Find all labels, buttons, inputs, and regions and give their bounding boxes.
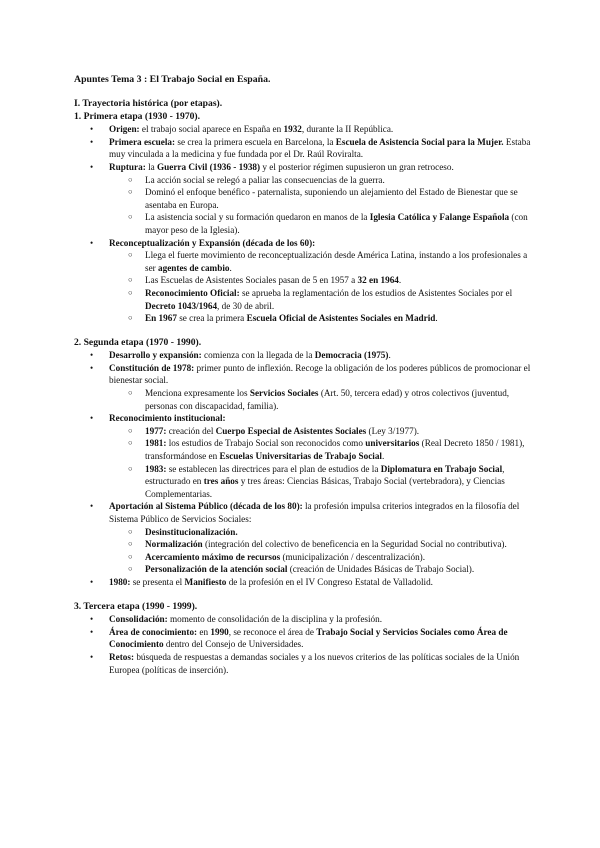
text: comienza con la llegada de la <box>201 350 315 361</box>
text: momento de consolidación de la disciplina y la profesión. <box>167 614 383 625</box>
text: (integración del colectivo de beneficencia en la Seguridad Social no contributiva). <box>202 539 507 550</box>
bold-text: 1983: <box>145 463 167 474</box>
text: creación del <box>166 425 216 436</box>
bold-text: Primera escuela: <box>109 136 176 147</box>
bold-text: Escuelas Universitarias de Trabajo Social <box>219 451 382 462</box>
stage-heading: 1. Primera etapa (1930 - 1970). <box>74 110 201 122</box>
bold-text: Desarrollo y expansión: <box>109 350 202 361</box>
document-title: Apuntes Tema 3 : El Trabajo Social en España. <box>74 74 271 85</box>
list-item <box>74 412 534 500</box>
text: búsqueda de respuestas a demandas sociales y a los nuevos criterios de las políticas sociales de la Unión Europea (políticas de inserción). <box>109 651 520 675</box>
text: , de 30 de abril. <box>217 300 275 311</box>
section-heading: I. Trayectoria histórica (por etapas). <box>74 98 223 109</box>
sub-list-item <box>109 274 534 287</box>
stage-list <box>74 349 534 588</box>
list-item <box>74 362 534 412</box>
bold-text: Cuerpo Especial de Asistentes Sociales <box>215 425 367 436</box>
text: y el posterior régimen supusieron un gran retroceso. <box>260 161 454 172</box>
bold-text: En 1967 <box>145 313 177 324</box>
text: . <box>229 262 232 273</box>
text: , estructurado en <box>145 463 505 487</box>
bold-text: Ruptura: <box>109 161 146 172</box>
text: Llega el fuerte movimiento de reconceptualización desde América Latina, instando a los profesionales a ser <box>145 250 528 273</box>
stage-heading: 3. Tercera etapa (1990 - 1999). <box>74 600 198 612</box>
text: (con mayor peso de la Iglesia). <box>145 212 528 235</box>
sub-list <box>109 249 534 325</box>
text: . <box>435 313 438 324</box>
bold-text: 1977: <box>145 425 167 436</box>
sub-list-item <box>109 463 534 501</box>
sub-list-item <box>109 186 534 211</box>
bold-text: Retos: <box>109 651 135 662</box>
bold-text: 1932 <box>283 124 302 135</box>
stage-heading: 2. Segunda etapa (1970 - 1990). <box>74 336 202 348</box>
text: . <box>388 350 391 361</box>
bold-text: 1980: <box>109 576 131 587</box>
text: en <box>197 626 211 637</box>
bold-text: Origen: <box>109 124 140 135</box>
bold-text: Consolidación: <box>109 614 168 625</box>
bold-text: Escuela Oficial de Asistentes Sociales en Madrid <box>246 313 436 324</box>
list-item <box>74 237 534 325</box>
bold-text: universitarios <box>365 438 420 449</box>
sub-list-item <box>109 387 534 412</box>
sub-list <box>109 174 534 237</box>
bold-text: Aportación al Sistema Público (década de los 80): <box>109 501 303 512</box>
text: . <box>381 451 385 462</box>
text: se aprueba la reglamentación de los estudios de Asistentes Sociales por el <box>239 287 513 298</box>
bold-text: Área de conocimiento: <box>109 626 198 637</box>
stage-list <box>74 123 534 325</box>
list-item <box>74 123 534 136</box>
text: de la profesión en el IV Congreso Estatal de Valladolid. <box>226 576 433 587</box>
text: Las Escuelas de Asistentes Sociales pasan de 5 en 1957 a <box>145 275 358 286</box>
bold-text: Iglesia Católica y Falange Española <box>369 212 510 223</box>
list-item <box>74 626 534 651</box>
text: se presenta el <box>130 576 185 587</box>
text: (creación de Unidades Básicas de Trabajo Social). <box>287 564 475 575</box>
text: (Real Decreto 1850 / 1981), transformándose en <box>145 438 525 462</box>
sub-list-item <box>109 538 534 551</box>
bold-text: Reconocimiento institucional: <box>109 413 226 424</box>
list-item <box>74 651 534 676</box>
text: La asistencia social y su formación quedaron en manos de la <box>145 212 370 223</box>
text: , se reconoce el área de <box>228 626 317 637</box>
bold-text: Escuela de Asistencia Social para la Mujer. <box>335 136 504 147</box>
text: (Art. 50, tercera edad) y otros colectivos (juventud, personas con discapacidad, familia). <box>145 388 510 411</box>
sub-list <box>109 526 534 576</box>
document-body <box>74 98 534 676</box>
list-item <box>74 161 534 237</box>
text: el trabajo social aparece en España en <box>139 124 284 135</box>
text: se crea la primera escuela en Barcelona, la <box>175 136 336 147</box>
bold-text: Diplomatura en Trabajo Social <box>380 463 503 474</box>
sub-list <box>109 387 534 412</box>
text: y tres áreas: Ciencias Básicas, Trabajo Social (vertebradora), y Ciencias Complementarias. <box>145 476 505 499</box>
sub-list-item <box>109 551 534 564</box>
list-item <box>74 500 534 576</box>
text: (municipalización / descentralización). <box>280 551 426 562</box>
bold-text: 1990 <box>210 626 229 637</box>
sub-list-item <box>109 211 534 236</box>
sub-list-item <box>109 437 534 462</box>
list-item <box>74 136 534 161</box>
sub-list-item <box>109 312 534 325</box>
bold-text: Desinstitucionalización. <box>145 526 238 537</box>
text: la profesión impulsa criterios integrados en la filosofía del Sistema Público de Servicios Sociales: <box>109 501 520 524</box>
bold-text: Guerra Civil (1936 - 1938) <box>157 161 261 172</box>
text: los estudios de Trabajo Social son reconocidos como <box>166 438 366 449</box>
text: se crea la primera <box>176 313 247 324</box>
sub-list <box>109 425 534 501</box>
text: , durante la II República. <box>301 124 394 135</box>
bold-text: 1981: <box>145 438 167 449</box>
bold-text: Personalización de la atención social <box>145 564 288 575</box>
sub-list-item <box>109 249 534 274</box>
sub-list-item <box>109 526 534 539</box>
list-item <box>74 613 534 626</box>
bold-text: Reconceptualización y Expansión (década de los 60): <box>109 237 316 248</box>
bold-text: Acercamiento máximo de recursos <box>145 551 281 562</box>
bold-text: tres años <box>203 476 239 487</box>
stages-container <box>74 111 534 677</box>
sub-list-item <box>109 287 534 312</box>
bold-text: Decreto 1043/1964 <box>145 300 218 311</box>
sub-list-item <box>109 425 534 438</box>
bold-text: Democracia (1975) <box>314 350 389 361</box>
bold-text: Normalización <box>145 539 203 550</box>
text: La acción social se relegó a paliar las consecuencias de la guerra. <box>145 174 385 185</box>
text: primer punto de inflexión. Recoge la obligación de los poderes públicos de promocionar el bienestar social. <box>109 362 531 386</box>
bold-text: Manifiesto <box>184 576 227 587</box>
sub-list-item <box>109 563 534 576</box>
text: Estaba muy vinculada a la medicina y fue fundada por el Dr. Raúl Roviralta. <box>109 136 531 160</box>
text: (Ley 3/1977). <box>366 425 420 436</box>
bold-text: Reconocimiento Oficial: <box>145 287 240 298</box>
sub-list-item <box>109 174 534 187</box>
list-item <box>74 576 534 589</box>
text: la <box>145 161 157 172</box>
bold-text: Constitución de 1978: <box>109 362 195 373</box>
text: . <box>398 275 402 286</box>
bold-text: 32 en 1964 <box>357 275 399 286</box>
text: Dominó el enfoque benéfico - paternalista, suponiendo un alejamiento del Estado de Bienestar que se asentaba en Europa. <box>145 187 518 210</box>
bold-text: agentes de cambio <box>158 262 230 273</box>
text: Menciona expresamente los <box>145 388 250 399</box>
stage-list <box>74 613 534 676</box>
bold-text: Servicios Sociales <box>249 388 319 399</box>
list-item <box>74 349 534 362</box>
bold-text: Trabajo Social y Servicios Sociales como Área de Conocimiento <box>109 626 508 650</box>
text: dentro del Consejo de Universidades. <box>163 639 304 650</box>
text: se establecen las directrices para el plan de estudios de la <box>166 463 381 474</box>
